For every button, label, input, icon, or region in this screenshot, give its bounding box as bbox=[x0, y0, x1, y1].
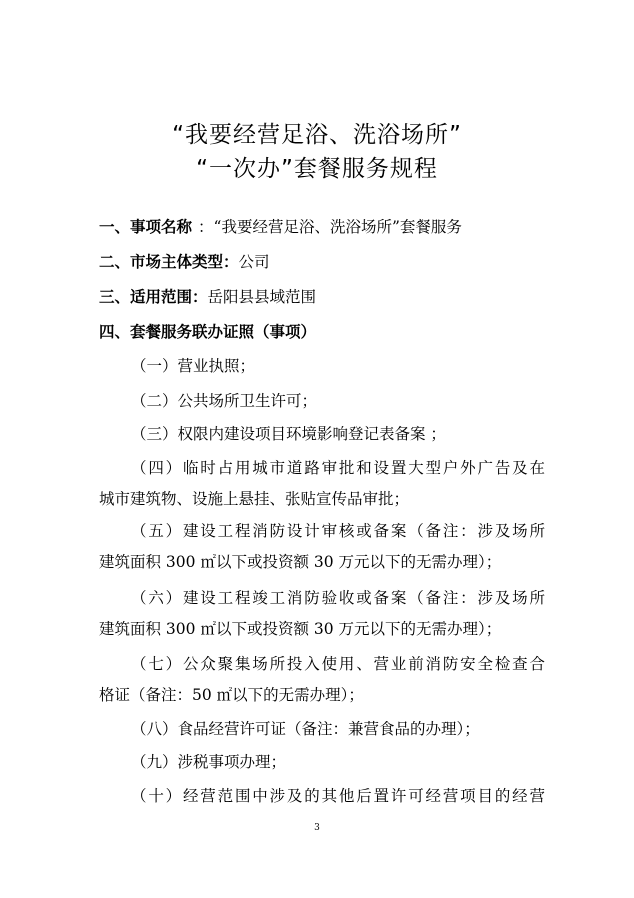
list-item-4-line-2: 城市建筑物、设施上悬挂、张贴宣传品审批； bbox=[99, 490, 410, 508]
section-text: ：“我要经营足浴、洗浴场所”套餐服务 bbox=[198, 218, 462, 236]
list-item-8: （八）食品经营许可证（备注：兼营食品的办理）； bbox=[131, 720, 480, 738]
page-number: 3 bbox=[314, 823, 320, 833]
section-entity-type bbox=[99, 252, 545, 272]
section-text: 公司 bbox=[238, 253, 270, 271]
section-item-name bbox=[99, 217, 545, 237]
list-item-2: （二）公共场所卫生许可； bbox=[131, 392, 318, 410]
list-item-5-line-2: 建筑面积 300 ㎡以下或投资额 30 万元以下的无需办理）； bbox=[99, 553, 502, 571]
list-item-5-line-1: （五）建设工程消防设计审核或备案（备注：涉及场所 bbox=[131, 522, 545, 540]
list-item-7-line-2: 格证（备注：50 ㎡以下的无需办理）； bbox=[99, 686, 364, 704]
list-item-10-line-1: （十）经营范围中涉及的其他后置许可经营项目的经营 bbox=[131, 787, 545, 805]
section-heading: 三、适用范围： bbox=[99, 288, 208, 306]
list-item-6-line-1: （六）建设工程竣工消防验收或备案（备注：涉及场所 bbox=[131, 589, 545, 607]
list-item-7-line-1: （七）公众聚集场所投入使用、营业前消防安全检查合 bbox=[131, 655, 545, 673]
list-item-1: （一）营业执照； bbox=[131, 357, 256, 375]
list-item-4-line-1: （四）临时占用城市道路审批和设置大型户外广告及在 bbox=[131, 459, 545, 477]
section-scope bbox=[99, 287, 545, 307]
document-title-line-2: “一次办”套餐服务规程 bbox=[196, 156, 438, 182]
section-licenses bbox=[99, 322, 545, 342]
section-heading: 二、市场主体类型： bbox=[99, 253, 239, 271]
section-text: 岳阳县县域范围 bbox=[207, 288, 317, 306]
list-item-3: （三）权限内建设项目环境影响登记表备案 ； bbox=[131, 425, 446, 443]
section-heading: 一、事项名称 bbox=[99, 218, 193, 236]
list-item-9: （九）涉税事项办理； bbox=[131, 753, 287, 771]
section-heading: 四、套餐服务联办证照（事项） bbox=[99, 323, 317, 341]
list-item-6-line-2: 建筑面积 300 ㎡以下或投资额 30 万元以下的无需办理）； bbox=[99, 620, 502, 638]
document-title-line-1: “我要经营足浴、洗浴场所” bbox=[172, 122, 462, 148]
